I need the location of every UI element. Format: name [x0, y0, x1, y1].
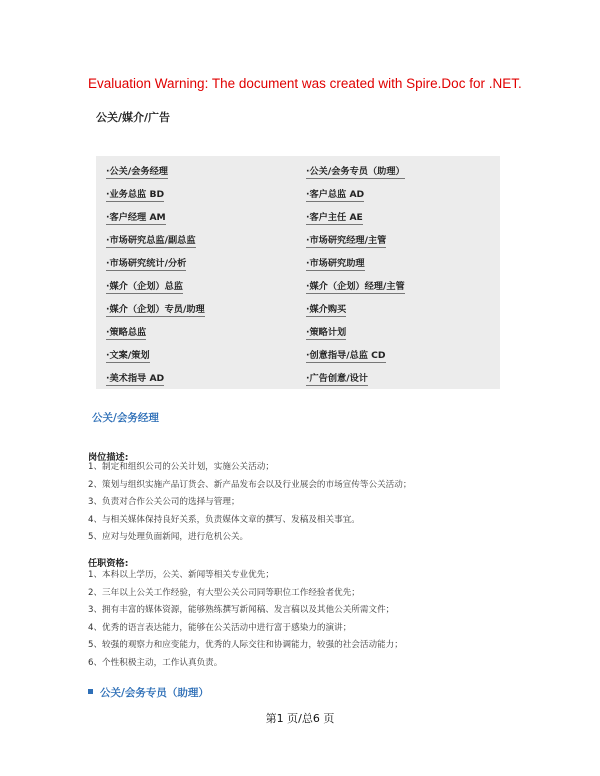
page-footer: 第1 页/总6 页 [265, 712, 335, 725]
list-item: 4、优秀的语言表达能力，能够在公关活动中进行富于感染力的演讲； [88, 622, 352, 633]
list-item: 5、应对与处理负面新闻，进行危机公关。 [88, 532, 249, 542]
section-title-pr-manager: 公关/会务经理 [92, 412, 159, 424]
category-link[interactable]: ·市场研究经理/主管 [306, 235, 387, 246]
list-item: 1、本科以上学历，公关、新闻等相关专业优先； [88, 570, 274, 580]
page-heading: 公关/媒介/广告 [96, 111, 171, 124]
category-link[interactable]: ·公关/会务经理 [106, 166, 168, 177]
category-link[interactable]: ·市场研究统计/分析 [106, 258, 187, 269]
list-item: 5、较强的观察力和应变能力，优秀的人际交往和协调能力，较强的社会活动能力； [88, 640, 403, 650]
category-link[interactable]: ·客户主任 AE [306, 212, 363, 223]
category-link[interactable]: ·媒介（企划）经理/主管 [306, 281, 405, 292]
category-link[interactable]: ·文案/策划 [106, 350, 150, 361]
list-item: 2、策划与组织实施产品订货会、新产品发布会以及行业展会的市场宣传等公关活动； [88, 479, 412, 490]
list-item: 3、拥有丰富的媒体资源，能够熟练撰写新闻稿、发言稿以及其他公关所需文件； [88, 605, 395, 615]
duties-list [88, 459, 411, 547]
list-item: 6、个性积极主动，工作认真负责。 [88, 657, 223, 668]
category-link[interactable]: ·客户总监 AD [306, 189, 365, 200]
square-bullet-icon [88, 689, 93, 694]
category-link[interactable]: ·策略计划 [306, 327, 347, 338]
list-item: 4、与相关媒体保持良好关系，负责媒体文章的撰写、发稿及相关事宜。 [88, 514, 360, 525]
list-item: 2、三年以上公关工作经验，有大型公关公司同等职位工作经验者优先； [88, 587, 360, 598]
category-link[interactable]: ·客户经理 AM [106, 212, 166, 223]
category-link[interactable]: ·媒介（企划）专员/助理 [106, 304, 205, 315]
list-item: 3、负责对合作公关公司的选择与管理； [88, 497, 240, 507]
category-link[interactable]: ·策略总监 [106, 327, 147, 338]
category-box [96, 156, 500, 389]
category-link[interactable]: ·业务总监 BD [106, 189, 165, 200]
section-title-pr-assistant: 公关/会务专员（助理） [100, 687, 209, 699]
category-link[interactable]: ·媒介（企划）总监 [106, 281, 183, 292]
evaluation-warning: Evaluation Warning: The document was created with Spire.Doc for .NET. [88, 76, 522, 91]
category-link[interactable]: ·媒介购买 [306, 304, 347, 315]
list-item: 1、制定和组织公司的公关计划，实施公关活动； [88, 462, 274, 472]
duties-heading: 岗位描述: [88, 452, 129, 463]
requirements-heading: 任职资格: [88, 558, 129, 569]
category-link[interactable]: ·美术指导 AD [106, 373, 165, 384]
category-link[interactable]: ·市场研究总监/副总监 [106, 235, 196, 246]
category-link[interactable]: ·广告创意/设计 [306, 373, 368, 384]
category-link[interactable]: ·市场研究助理 [306, 258, 365, 269]
category-link[interactable]: ·公关/会务专员（助理） [306, 166, 405, 177]
category-link[interactable]: ·创意指导/总监 CD [306, 350, 386, 361]
requirements-list [88, 567, 403, 672]
